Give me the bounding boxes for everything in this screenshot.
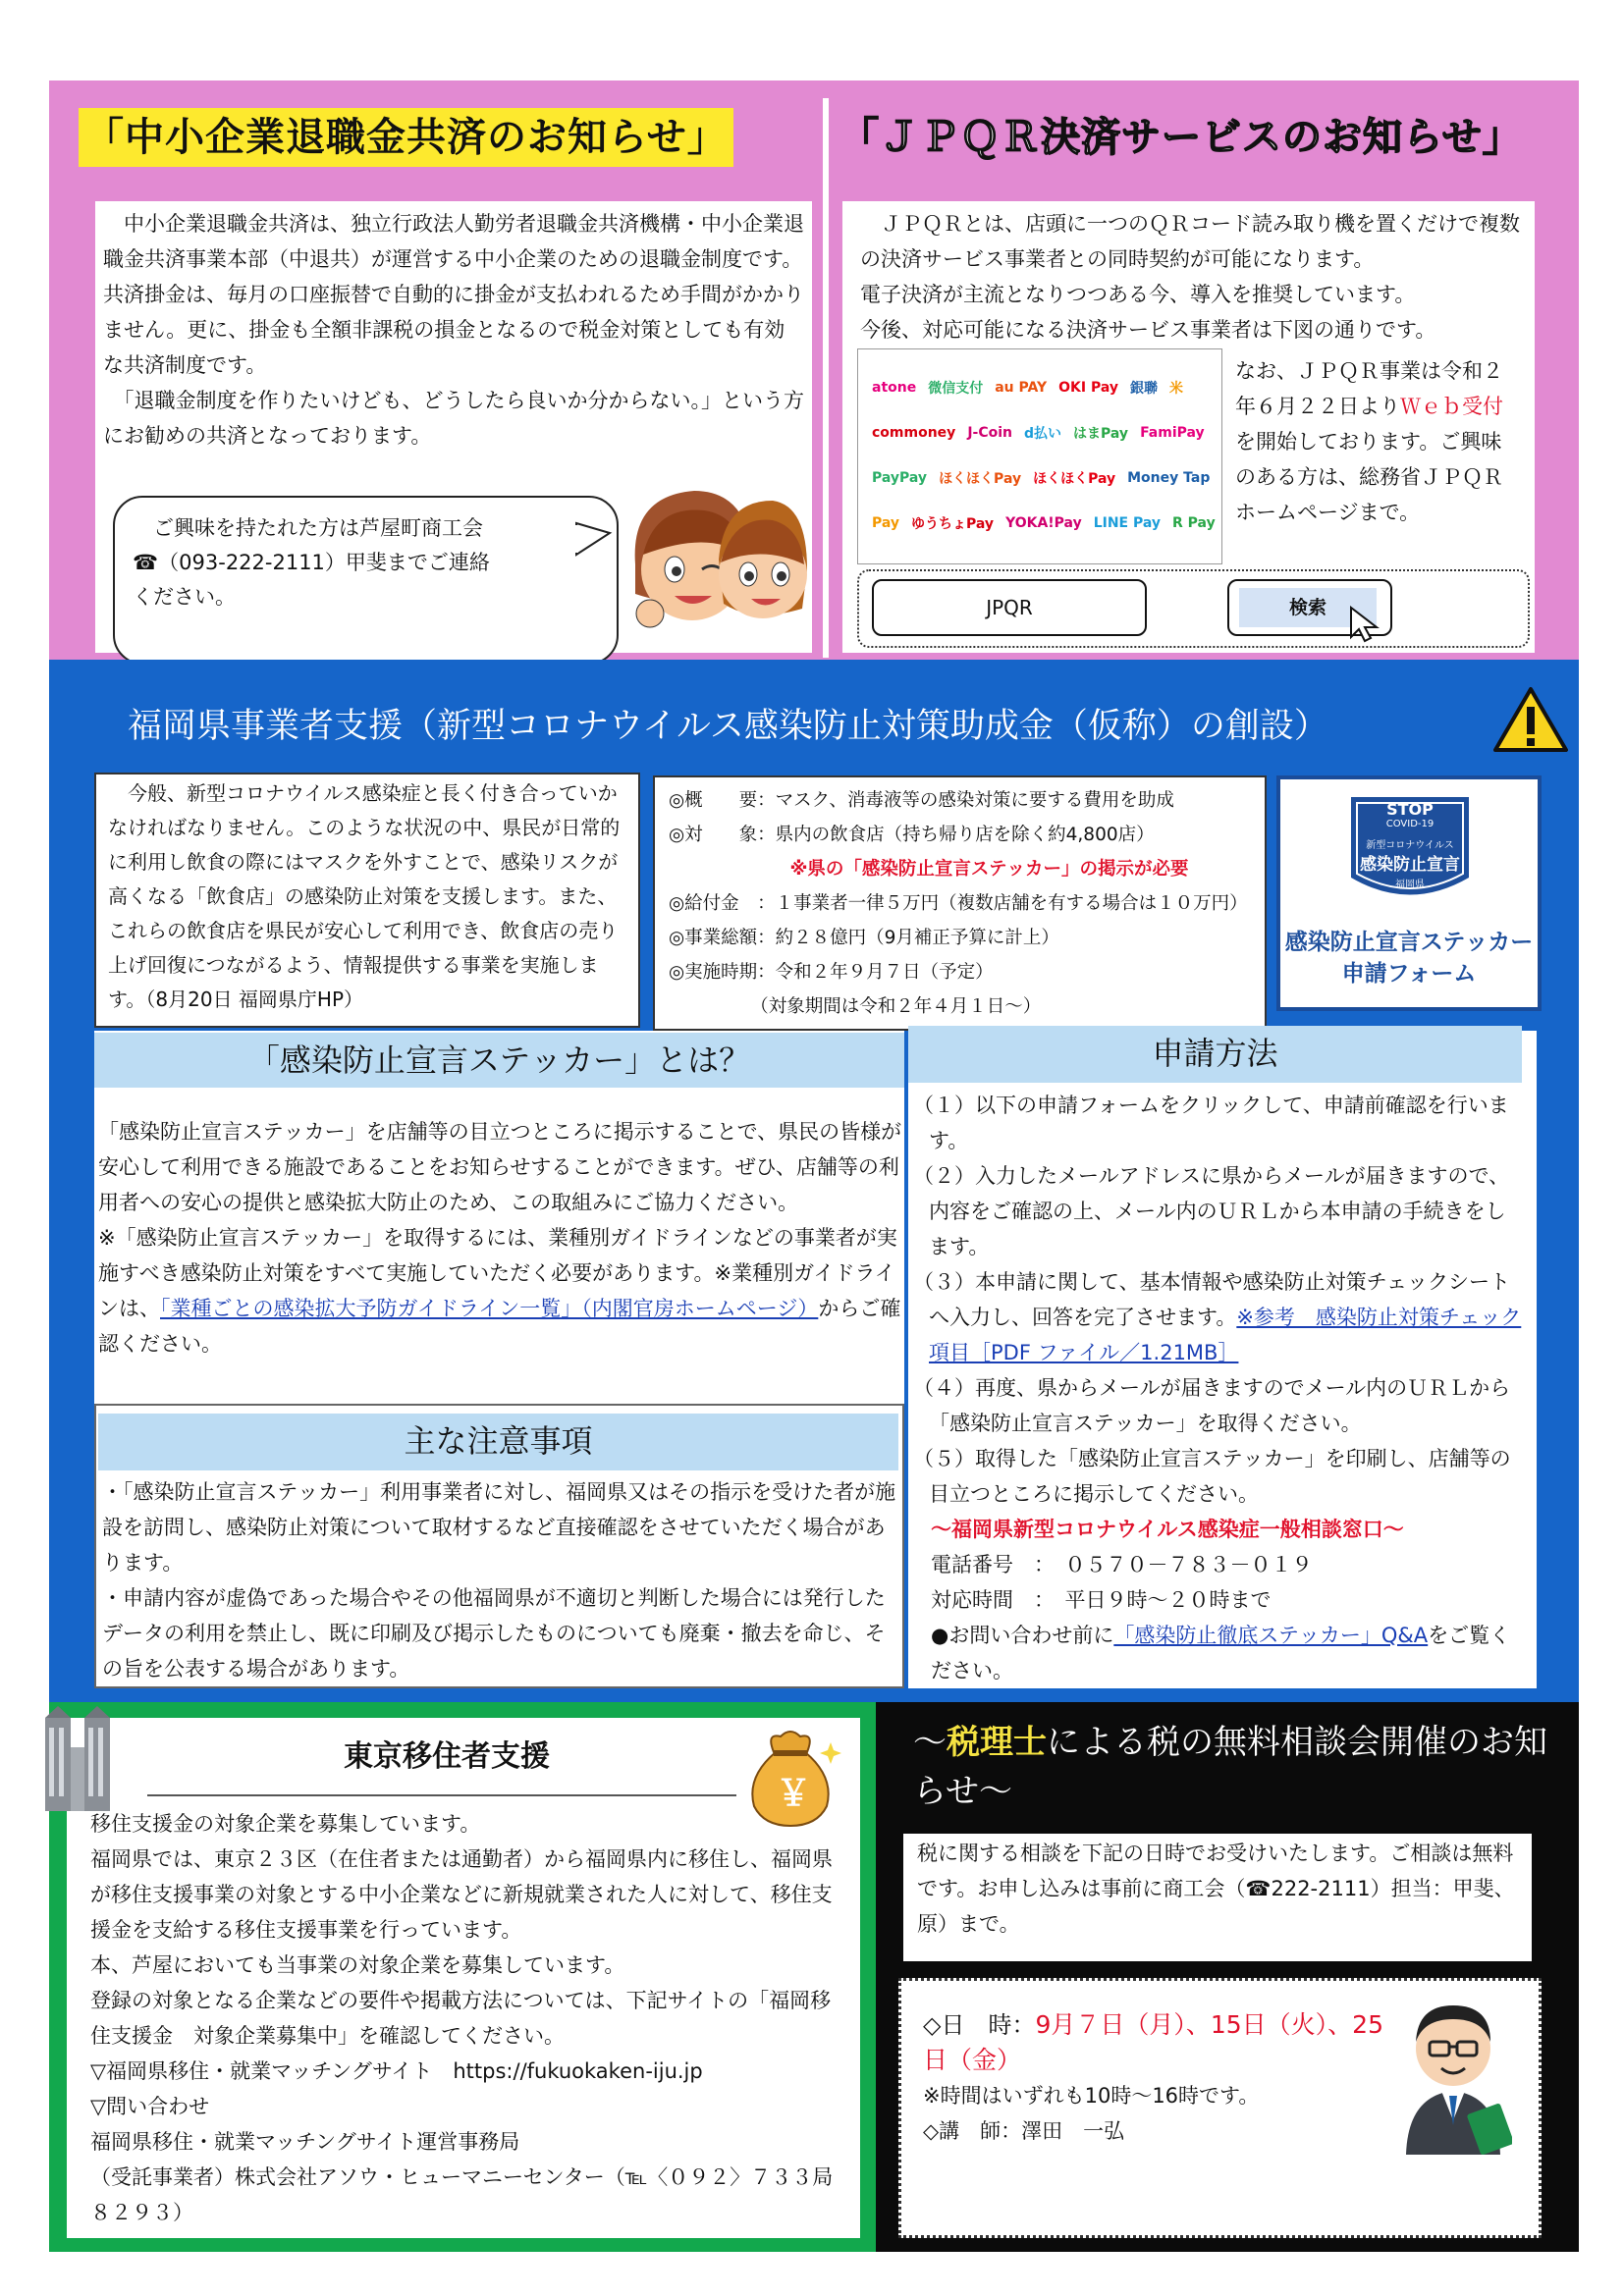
lecturer: ◇講 師：澤田 一弘	[923, 2119, 1125, 2143]
fukuoka-support-title: 福岡県事業者支援（新型コロナウイルス感染防止対策助成金（仮称）の創設）	[128, 707, 1328, 746]
search-button-label: 検索	[1288, 597, 1326, 618]
payment-logo: 銀聯	[1130, 381, 1159, 397]
what-is-sticker-heading: 「感染防止宣言ステッカー」とは？	[94, 1033, 904, 1088]
payment-logo: 微信支付	[928, 381, 984, 397]
payment-logo: J-Coin	[967, 425, 1012, 441]
tokyo-line: 本、芦屋においても当事業の対象企業を募集しています。	[90, 1953, 625, 1977]
retirement-box	[95, 201, 812, 653]
payment-logo-row	[872, 410, 1208, 455]
sticker-pref: 福岡県	[1395, 880, 1425, 890]
contact-line: ☎（093-222-2111）甲斐までご連絡	[133, 551, 490, 574]
apply-step: （３）本申請に関して、基本情報や感染防止対策チェックシートへ入力し、回答を完了させます。	[913, 1270, 1510, 1329]
payment-logo: YOKA!Pay	[1005, 515, 1082, 531]
sticker-required-note: ※県の「感染防止宣言ステッカー」の掲示が必要	[789, 859, 1189, 880]
tokyo-support-body	[90, 1806, 851, 2230]
sticker-description: 「感染防止宣言ステッカー」を店舗等の目立つところに掲示することで、県民の皆様が安心して利用できる施設であることをお知らせすることができます。ぜひ、店舗等の利用者への安心の提供と感染拡大防止のため、この取組みにご協力ください。	[98, 1120, 902, 1214]
tax-accountant-illustration-icon	[1394, 1988, 1512, 2155]
note-item: ・「感染防止宣言ステッカー」利用事業者に対し、福岡県又はその指示を受けた者が施設を訪問し、感染防止対策について取材するなど直接確認をさせていただく場合があります。	[102, 1480, 896, 1575]
consult-phone: 電話番号 ： ０５７０－７８３－０１９	[931, 1553, 1313, 1576]
jpqr-paragraph: 今後、対応可能になる決済サービス事業者は下図の通りです。	[860, 318, 1436, 342]
yen-symbol: ￥	[776, 1774, 812, 1814]
tax-title-text: ～	[913, 1723, 947, 1762]
payment-logo: ほくほくPay	[1033, 471, 1116, 487]
apply-steps	[913, 1088, 1522, 1688]
sticker-form-label: 申請フォーム	[1341, 961, 1477, 987]
intro-box	[94, 773, 640, 1028]
payment-logo-row	[872, 365, 1208, 410]
payment-logo: R Pay	[1172, 515, 1216, 531]
tokyo-line: 福岡県移住・就業マッチングサイト運営事務局	[90, 2130, 520, 2154]
payment-logo-row	[872, 455, 1211, 501]
apply-step: （４）再度、県からメールが届きますのでメール内のＵＲＬから「感染防止宣言ステッカー」を取得ください。	[913, 1376, 1511, 1435]
what-is-sticker-body	[98, 1114, 903, 1362]
tokyo-line: 福岡県では、東京２３区（在住者または通勤者）から福岡県内に移住し、福岡県が移住支援事業の対象とする中小企業などに新規就業された人に対して、移住支援金を支給する移住支援事業を行っています。	[90, 1847, 833, 1942]
tokyo-line: ▽問い合わせ	[90, 2095, 210, 2118]
payment-logo: FamiPay	[1140, 425, 1205, 441]
overview-line: ◎給付金 ：１事業者一律５万円（複数店舗を有する場合は１０万円）	[669, 893, 1248, 914]
tax-accountant-highlight: 税理士	[947, 1723, 1047, 1762]
retirement-paragraph: 「退職金制度を作りたいけども、どうしたら良いか分からない。」という方にお勧めの共済となっております。	[103, 389, 804, 448]
tokyo-line: 移住支援金の対象企業を募集しています。	[90, 1812, 481, 1836]
jpqr-note-text: を開始しております。ご興味のある方は、総務省ＪＰＱＲホームページまで。	[1235, 430, 1503, 524]
warning-icon	[1492, 685, 1569, 754]
title-underline	[147, 1794, 736, 1796]
apply-step: （１）以下の申請フォームをクリックして、申請前確認を行います。	[913, 1094, 1509, 1152]
payment-logo: Money Tap	[1127, 470, 1211, 486]
contact-line: ご興味を持たれた方は芦屋町商工会	[133, 516, 483, 540]
sticker-requirement: ※「感染防止宣言ステッカー」を取得するには、業種別ガイドラインなどの事業者が実施すべき感染防止対策をすべて実施していただく必要があります。※業種別ガイドラインは、	[98, 1226, 897, 1320]
payment-logo: atone	[872, 380, 917, 396]
payment-logo: ゆうちょPay	[911, 516, 995, 532]
date-value: 9月７日（月）、15日（火）、25日（金）	[923, 2010, 1383, 2074]
jpqr-note-text: なお、ＪＰＱＲ事業は令和２年６月２２日より	[1235, 359, 1503, 418]
apply-step: （５）取得した「感染防止宣言ステッカー」を印刷し、店舗等の目立つところに掲示してください。	[913, 1447, 1511, 1506]
matching-site-line: ▽福岡県移住・就業マッチングサイト https://fukuokaken-iju.jp	[90, 2059, 703, 2083]
contact-line: ください。	[133, 585, 236, 609]
date-label: ◇日 時：	[923, 2011, 1036, 2039]
notes-list	[102, 1474, 899, 1686]
jpqr-note	[1235, 353, 1520, 530]
retirement-title: 「中小企業退職金共済のお知らせ」	[79, 108, 733, 167]
qa-text: をご覧ください。	[931, 1624, 1511, 1682]
payment-logo-row	[872, 501, 1216, 546]
tax-consult-title	[913, 1718, 1551, 1816]
cursor-icon	[1347, 606, 1386, 645]
search-input[interactable]	[872, 579, 1147, 636]
overview-box	[653, 775, 1267, 1031]
notes-heading: 主な注意事項	[98, 1414, 898, 1470]
qa-link[interactable]: 「感染防止徹底ステッカー」Q&A	[1113, 1624, 1429, 1647]
jpqr-paragraph: 電子決済が主流となりつつある今、導入を推奨しています。	[860, 283, 1416, 306]
payment-logo: はまPay	[1073, 426, 1129, 442]
qa-text: ●お問い合わせ前に	[931, 1624, 1114, 1647]
sticker-requirement-tail: からご確認ください。	[98, 1297, 901, 1356]
jpqr-title: 「ＪＰＱＲ決済サービスのお知らせ」	[839, 115, 1523, 160]
payment-logo: LINE Pay	[1093, 515, 1162, 531]
payment-logo: au PAY	[995, 380, 1048, 396]
search-button[interactable]	[1227, 579, 1392, 636]
tax-consult-body: 税に関する相談を下記の日時でお受けいたします。ご相談は無料です。お申し込みは事前に商工会（☎222-2111）担当：甲斐、原）まで。	[917, 1842, 1515, 1936]
sticker-stop: STOP	[1386, 800, 1434, 819]
overview-line: ◎対 象：県内の飲食店（持ち帰り店を除く約4,800店）	[669, 825, 1155, 845]
section-divider	[823, 98, 829, 658]
sticker-form-label: 感染防止宣言ステッカー	[1284, 930, 1534, 955]
guideline-link[interactable]: 「業種ごとの感染拡大予防ガイドライン一覧」（内閣官房ホームページ）	[160, 1297, 819, 1320]
jpqr-box	[842, 201, 1535, 653]
payment-logos-panel	[857, 348, 1222, 564]
tokyo-support-title: 東京移住者支援	[344, 1739, 550, 1774]
sticker-covid: COVID-19	[1385, 819, 1435, 829]
children-illustration-icon	[625, 476, 812, 648]
tax-consult-body-box	[903, 1834, 1532, 1961]
sticker-application-form-link[interactable]	[1276, 775, 1542, 1011]
apply-step: （２）入力したメールアドレスに県からメールが届きますので、内容をご確認の上、メール内のＵＲＬから本申請の手続きをします。	[913, 1164, 1510, 1258]
note-item: ・申請内容が虚偽であった場合やその他福岡県が不適切と判断した場合には発行したデータの利用を禁止し、既に印刷及び掲示したものについても廃棄・撤去を命じ、その旨を公表する場合があります。	[102, 1586, 886, 1681]
tokyo-line: 登録の対象となる企業などの要件や掲載方法については、下記サイトの「福岡移住支援金 対象企業募集中」を確認してください。	[90, 1989, 832, 2048]
checklist-pdf-link[interactable]: ※参考 感染防止対策チェック項目［PDF ファイル／1.21MB］	[929, 1306, 1522, 1364]
payment-logo: 米	[1169, 381, 1184, 397]
jpqr-paragraph: ＪＰＱＲとは、店頭に一つのＱＲコード読み取り機を置くだけで複数の決済サービス事業者との同時契約が可能になります。	[860, 212, 1520, 271]
overview-line: （対象期間は令和２年４月１日～）	[669, 996, 1042, 1017]
tax-title-text: による税の無料相談会開催のお知らせ～	[913, 1723, 1547, 1811]
intro-text: 今般、新型コロナウイルス感染症と長く付き合っていかなければなりません。このような状況の中、県民が日常的に利用し飲食の際にはマスクを外すことで、感染リスクが高くなる「飲食店」の感染防止対策を支援します。また、これらの飲食店を県民が安心して利用でき、飲食店の売り上げ回復につながるよう、情報提供する事業を実施します。（8月20日 福岡県庁HP）	[108, 781, 621, 1011]
web-reception-text: Ｗｅｂ受付	[1400, 395, 1503, 418]
payment-logo: d払い	[1024, 426, 1062, 442]
sticker-sub: 新型コロナウイルス	[1366, 840, 1454, 851]
consult-heading: ～福岡県新型コロナウイルス感染症一般相談窓口～	[931, 1518, 1404, 1541]
search-input-value: JPQR	[986, 596, 1033, 619]
payment-logo: OKI Pay	[1058, 380, 1119, 396]
tax-schedule	[923, 2007, 1394, 2149]
time-note: ※時間はいずれも10時～16時です。	[923, 2084, 1260, 2108]
overview-line: ◎概 要：マスク、消毒液等の感染対策に要する費用を助成	[669, 790, 1174, 811]
payment-logo: PayPay	[872, 470, 928, 486]
payment-logo: Pay	[872, 515, 900, 531]
sticker-main: 感染防止宣言	[1360, 855, 1460, 875]
payment-logo: ほくほくPay	[939, 471, 1022, 487]
consult-hours: 対応時間 ： 平日９時～２０時まで	[931, 1588, 1272, 1612]
tokyo-line: （受託事業者）株式会社アソウ・ヒューマニーセンター（℡〈０９２〉７３３局８２９３）	[90, 2165, 834, 2224]
contact-bubble	[113, 496, 619, 665]
bubble-tail	[574, 515, 614, 574]
building-icon	[39, 1688, 118, 1816]
retirement-paragraph: 中小企業退職金共済は、独立行政法人勤労者退職金共済機構・中小企業退職金共済事業本部（中退共）が運営する中小企業のための退職金制度です。共済掛金は、毎月の口座振替で自動的に掛金が支払われるため手間がかかりません。更に、掛金も全額非課税の損金となるので税金対策としても有効な共済制度です。	[103, 212, 804, 377]
apply-heading: 申請方法	[908, 1026, 1522, 1083]
overview-line: ◎実施時期：令和２年９月７日（予定）	[669, 962, 994, 983]
payment-logo: commoney	[872, 425, 956, 441]
overview-line: ◎事業総額：約２８億円（9月補正予算に計上）	[669, 928, 1059, 948]
